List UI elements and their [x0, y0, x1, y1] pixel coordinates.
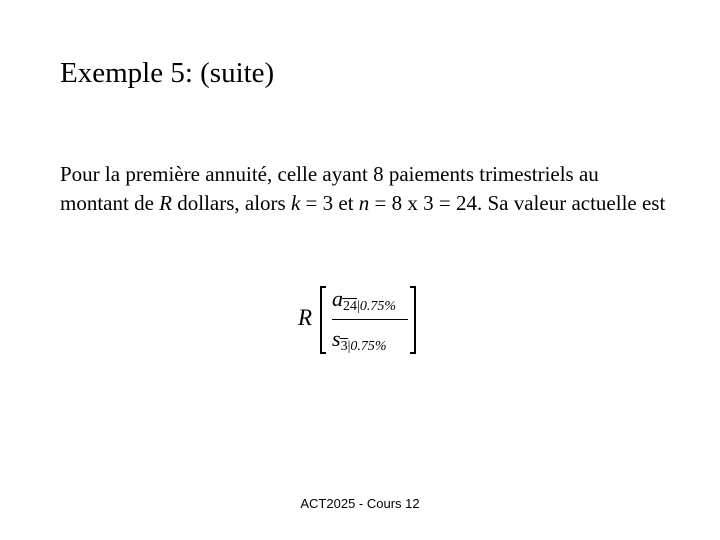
present-value-formula — [298, 282, 422, 358]
body-text-part: dollars, alors — [171, 191, 291, 215]
numerator-term-count: 24 — [343, 299, 357, 314]
variable-k: k — [290, 191, 301, 215]
denominator-rate: 0.75% — [350, 339, 387, 354]
body-text-part: Pour la première annuité, celle ayant 8 paiements trimestriels au montant de — [60, 162, 599, 215]
slide-footer: ACT2025 - Cours 12 — [300, 496, 420, 511]
numerator-rate: 0.75% — [359, 299, 396, 314]
left-bracket — [320, 286, 326, 354]
formula-coefficient: R — [298, 305, 313, 330]
formula-denominator — [332, 326, 387, 352]
right-bracket — [410, 286, 416, 354]
body-text-part: = 8 x 3 = 24. Sa valeur actuelle est — [369, 191, 666, 215]
body-text-part: = 3 et — [300, 191, 359, 215]
denominator-term-count: 3 — [340, 339, 348, 354]
slide-body-text — [60, 160, 670, 218]
accumulation-symbol-s: s — [332, 326, 341, 351]
variable-R: R — [159, 191, 172, 215]
slide-title: Exemple 5: (suite) — [60, 57, 275, 89]
variable-n: n — [358, 191, 370, 215]
numerator-bar: | — [357, 299, 360, 314]
annuity-symbol-a: a — [332, 286, 343, 311]
formula-numerator — [332, 286, 396, 312]
fraction-line — [332, 319, 408, 320]
denominator-bar: | — [347, 339, 351, 354]
